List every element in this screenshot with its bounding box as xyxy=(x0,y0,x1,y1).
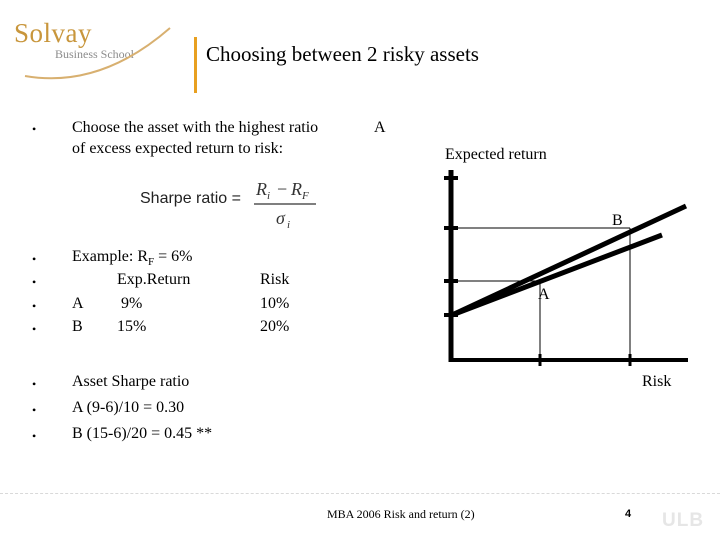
example-line: Example: $R_F = 6\%$ xyxy=(72,248,193,269)
bullet-icon: • xyxy=(32,252,37,266)
bullet-icon: • xyxy=(32,299,37,313)
bullet-icon: • xyxy=(32,403,37,417)
bullet-icon: • xyxy=(32,429,37,443)
summary-a: A (9-6)/10 = 0.30 xyxy=(72,399,185,416)
ulb-logo: ULB xyxy=(662,510,705,531)
footer-divider xyxy=(0,493,720,494)
line-b xyxy=(452,206,686,315)
logo-wordmark: Solvay xyxy=(14,18,93,48)
svg-text:R: R xyxy=(256,179,267,199)
summary-b: B (15-6)/20 = 0.45 ** xyxy=(72,425,213,442)
row-b-risk: 20% xyxy=(260,318,290,335)
logo-swoosh-icon xyxy=(20,14,180,84)
column-header-risk: Risk xyxy=(260,271,290,288)
bullet-icon: • xyxy=(32,322,37,336)
graph-label-a: A xyxy=(538,286,550,303)
bullet-icon: • xyxy=(32,122,37,136)
svg-text:−: − xyxy=(277,179,288,199)
page-number: 4 xyxy=(625,508,632,520)
intro-line-1: Choose the asset with the highest ratio xyxy=(72,119,319,136)
graph-label-a-top: A xyxy=(374,119,386,136)
logo-subtitle: Business School xyxy=(55,47,135,61)
intro-line-2: of excess expected return to risk: xyxy=(72,140,284,157)
row-a-asset: A xyxy=(72,295,84,312)
slide-title: Choosing between 2 risky assets xyxy=(206,42,479,66)
sharpe-formula xyxy=(250,176,320,232)
svg-text:R: R xyxy=(291,179,302,199)
footer-course: MBA 2006 Risk and return (2) xyxy=(327,507,475,521)
summary-title: Asset Sharpe ratio xyxy=(72,373,190,390)
row-a-return: 9% xyxy=(121,295,143,312)
graph-label-b: B xyxy=(612,212,623,229)
title-divider xyxy=(194,37,197,93)
row-b-return: 15% xyxy=(117,318,147,335)
row-a-risk: 10% xyxy=(260,295,290,312)
svg-text:i: i xyxy=(267,190,271,202)
bullet-icon: • xyxy=(32,377,37,391)
svg-text:i: i xyxy=(287,219,291,231)
graph-y-axis-label: Expected return xyxy=(445,146,547,163)
svg-text:F: F xyxy=(302,190,309,202)
graph-x-axis-label: Risk xyxy=(642,373,672,390)
column-header-return: Exp.Return xyxy=(117,271,191,288)
formula-label: Sharpe ratio = xyxy=(140,190,241,207)
row-b-asset: B xyxy=(72,318,83,335)
bullet-icon: • xyxy=(32,275,37,289)
svg-text:σ: σ xyxy=(276,208,285,228)
risk-return-graph xyxy=(430,160,700,375)
